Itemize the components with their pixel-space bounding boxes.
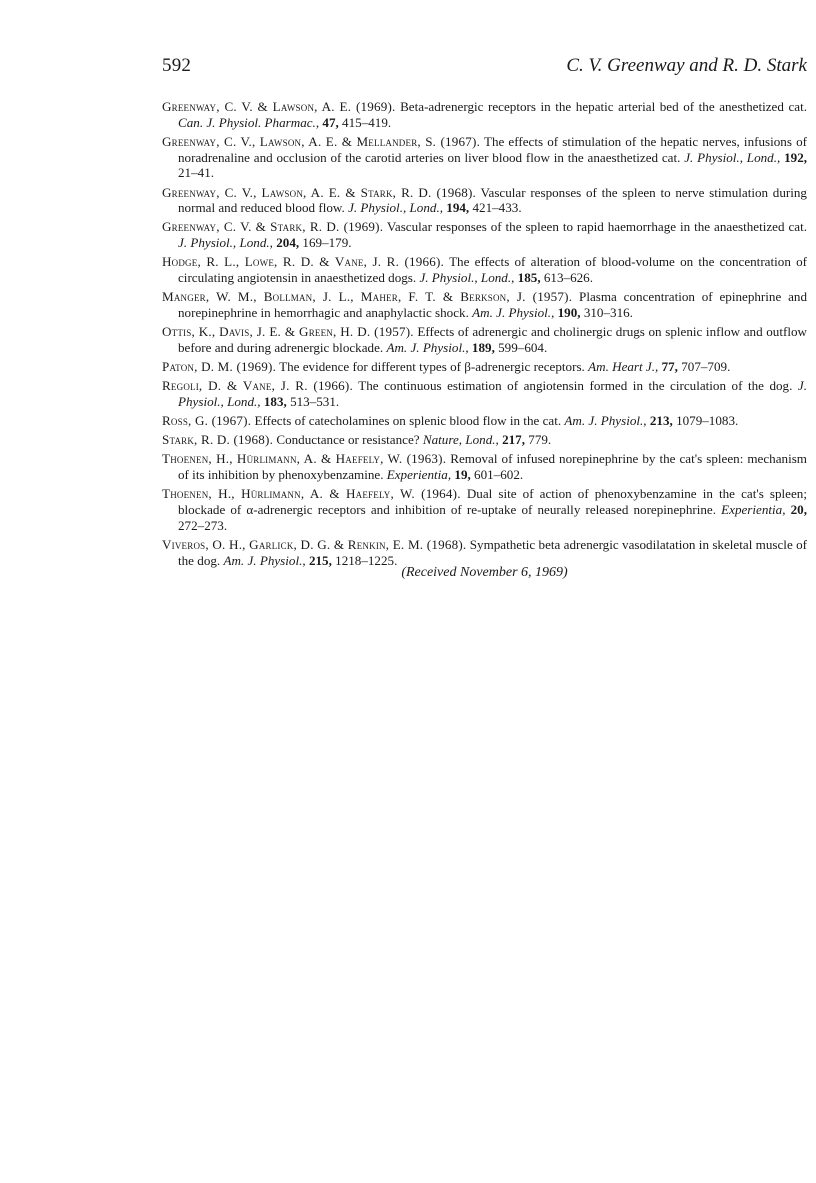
- reference-journal: J. Physiol., Lond.,: [419, 270, 515, 286]
- reference-title: Vascular responses of the spleen to nerve stimulation during normal and reduced blood flow.: [178, 184, 807, 216]
- reference-pages: 1218–1225.: [335, 552, 398, 568]
- reference-title: Plasma concentration of epinephrine and norepinephrine in hemorrhagic and anaphylactic shock.: [178, 289, 807, 321]
- reference-journal: J. Physiol., Lond.,: [348, 200, 443, 216]
- reference-journal: Am. Heart J.,: [588, 359, 659, 375]
- reference-title: Effects of catecholamines on splenic blood flow in the cat.: [254, 413, 562, 429]
- reference-title: The effects of stimulation of the hepatic nerves, infusions of noradrenaline and occlusion of the carotid arteries on liver blood flow in the anaesthetized cat.: [178, 133, 807, 165]
- reference-volume: 190,: [557, 305, 581, 321]
- received-date: (Received November 6, 1969): [401, 565, 568, 580]
- reference-list: [162, 99, 807, 572]
- reference-authors: Greenway, C. V., Lawson, A. E. & Stark, R. D. (1968).: [162, 184, 477, 200]
- reference-authors: Ottis, K., Davis, J. E. & Green, H. D. (1957).: [162, 324, 414, 340]
- reference-authors: Viveros, O. H., Garlick, D. G. & Renkin, E. M. (1968).: [162, 536, 467, 552]
- reference-volume: 47,: [322, 114, 339, 130]
- reference-item: [162, 324, 807, 356]
- reference-item: [162, 219, 807, 251]
- reference-title: Dual site of action of phenoxybenzamine in the cat's spleen; blockade of α-adrenergic receptors and inhibition of re-uptake of neurally released norepinephrine.: [178, 486, 807, 517]
- reference-journal: Am. J. Physiol.,: [223, 552, 306, 568]
- reference-volume: 192,: [784, 149, 808, 165]
- reference-pages: 310–316.: [583, 305, 633, 321]
- reference-volume: 189,: [471, 339, 495, 355]
- reference-volume: 215,: [308, 552, 332, 568]
- reference-item: [162, 185, 807, 217]
- page-header: [162, 55, 807, 85]
- reference-journal: Am. J. Physiol.,: [472, 305, 555, 321]
- reference-item: [162, 451, 807, 483]
- reference-authors: Ross, G. (1967).: [162, 413, 252, 429]
- reference-volume: 204,: [276, 235, 300, 251]
- reference-journal: Nature, Lond.,: [422, 432, 499, 448]
- reference-pages: 613–626.: [543, 270, 593, 286]
- reference-item: [162, 537, 807, 569]
- reference-pages: 272–273.: [178, 517, 228, 533]
- reference-pages: 513–531.: [290, 393, 340, 409]
- reference-pages: 21–41.: [178, 165, 215, 181]
- reference-title: The continuous estimation of angiotensin formed in the circulation of the dog.: [358, 378, 793, 394]
- reference-title: Effects of adrenergic and cholinergic drugs on splenic inflow and outflow before and during adrenergic blockade.: [178, 324, 807, 355]
- reference-authors: Thoenen, H., Hürlimann, A. & Haefely, W. (1964).: [162, 486, 461, 502]
- reference-item: [162, 254, 807, 286]
- reference-pages: 779.: [528, 432, 552, 448]
- reference-pages: 1079–1083.: [676, 413, 739, 429]
- reference-pages: 599–604.: [498, 339, 548, 355]
- reference-item: [162, 378, 807, 410]
- reference-item: [162, 432, 807, 448]
- reference-authors: Greenway, C. V., Lawson, A. E. & Mellander, S. (1967).: [162, 133, 481, 149]
- reference-item: [162, 289, 807, 321]
- reference-volume: 77,: [661, 359, 678, 375]
- reference-pages: 601–602.: [474, 467, 524, 482]
- reference-title: Sympathetic beta adrenergic vasodilatation in skeletal muscle of the dog.: [178, 536, 807, 568]
- reference-item: [162, 413, 807, 429]
- reference-authors: Regoli, D. & Vane, J. R. (1966).: [162, 378, 353, 394]
- reference-title: Vascular responses of the spleen to rapid haemorrhage in the anaesthetized cat.: [386, 219, 807, 235]
- reference-journal: Am. J. Physiol.,: [564, 413, 647, 429]
- reference-title: The evidence for different types of β-adrenergic receptors.: [279, 359, 585, 375]
- page-number: 592: [162, 55, 192, 76]
- reference-pages: 421–433.: [472, 200, 522, 216]
- reference-volume: 183,: [263, 393, 287, 409]
- reference-volume: 213,: [649, 413, 673, 429]
- reference-pages: 169–179.: [302, 235, 352, 251]
- reference-journal: J. Physiol., Lond.,: [178, 235, 273, 251]
- running-head: C. V. Greenway and R. D. Stark: [566, 55, 807, 76]
- reference-item: [162, 134, 807, 181]
- reference-authors: Greenway, C. V. & Stark, R. D. (1969).: [162, 219, 384, 235]
- reference-authors: Greenway, C. V. & Lawson, A. E. (1969).: [162, 99, 396, 114]
- reference-volume: 185,: [517, 270, 541, 286]
- reference-pages: 415–419.: [342, 114, 392, 130]
- reference-title: Beta-adrenergic receptors in the hepatic arterial bed of the anesthetized cat.: [400, 99, 807, 114]
- reference-item: [162, 486, 807, 533]
- reference-journal: J. Physiol., Lond.,: [684, 149, 781, 165]
- reference-title: Conductance or resistance?: [276, 432, 420, 448]
- reference-pages: 707–709.: [681, 359, 731, 375]
- reference-volume: 194,: [446, 200, 470, 216]
- reference-item: [162, 99, 807, 131]
- reference-title: Removal of infused norepinephrine by the cat's spleen: mechanism of its inhibition by phenoxybenzamine.: [178, 451, 807, 482]
- reference-authors: Paton, D. M. (1969).: [162, 359, 277, 375]
- reference-authors: Hodge, R. L., Lowe, R. D. & Vane, J. R. (1966).: [162, 254, 445, 270]
- reference-authors: Stark, R. D. (1968).: [162, 432, 274, 448]
- reference-volume: 217,: [502, 432, 525, 448]
- reference-title: The effects of alteration of blood-volume on the concentration of circulating angiotensin in anaesthetized dogs.: [178, 254, 807, 286]
- reference-authors: Thoenen, H., Hürlimann, A. & Haefely, W. (1963).: [162, 451, 447, 467]
- reference-volume: 20,: [790, 501, 807, 517]
- reference-item: [162, 359, 807, 375]
- reference-journal: J. Physiol., Lond.,: [178, 378, 808, 409]
- reference-journal: Am. J. Physiol.,: [386, 339, 469, 355]
- reference-journal: Experientia,: [386, 467, 452, 482]
- reference-authors: Manger, W. M., Bollman, J. L., Maher, F. T. & Berkson, J. (1957).: [162, 289, 573, 305]
- reference-journal: Can. J. Physiol. Pharmac.,: [178, 114, 320, 130]
- reference-journal: Experientia,: [721, 501, 786, 517]
- reference-volume: 19,: [454, 467, 471, 482]
